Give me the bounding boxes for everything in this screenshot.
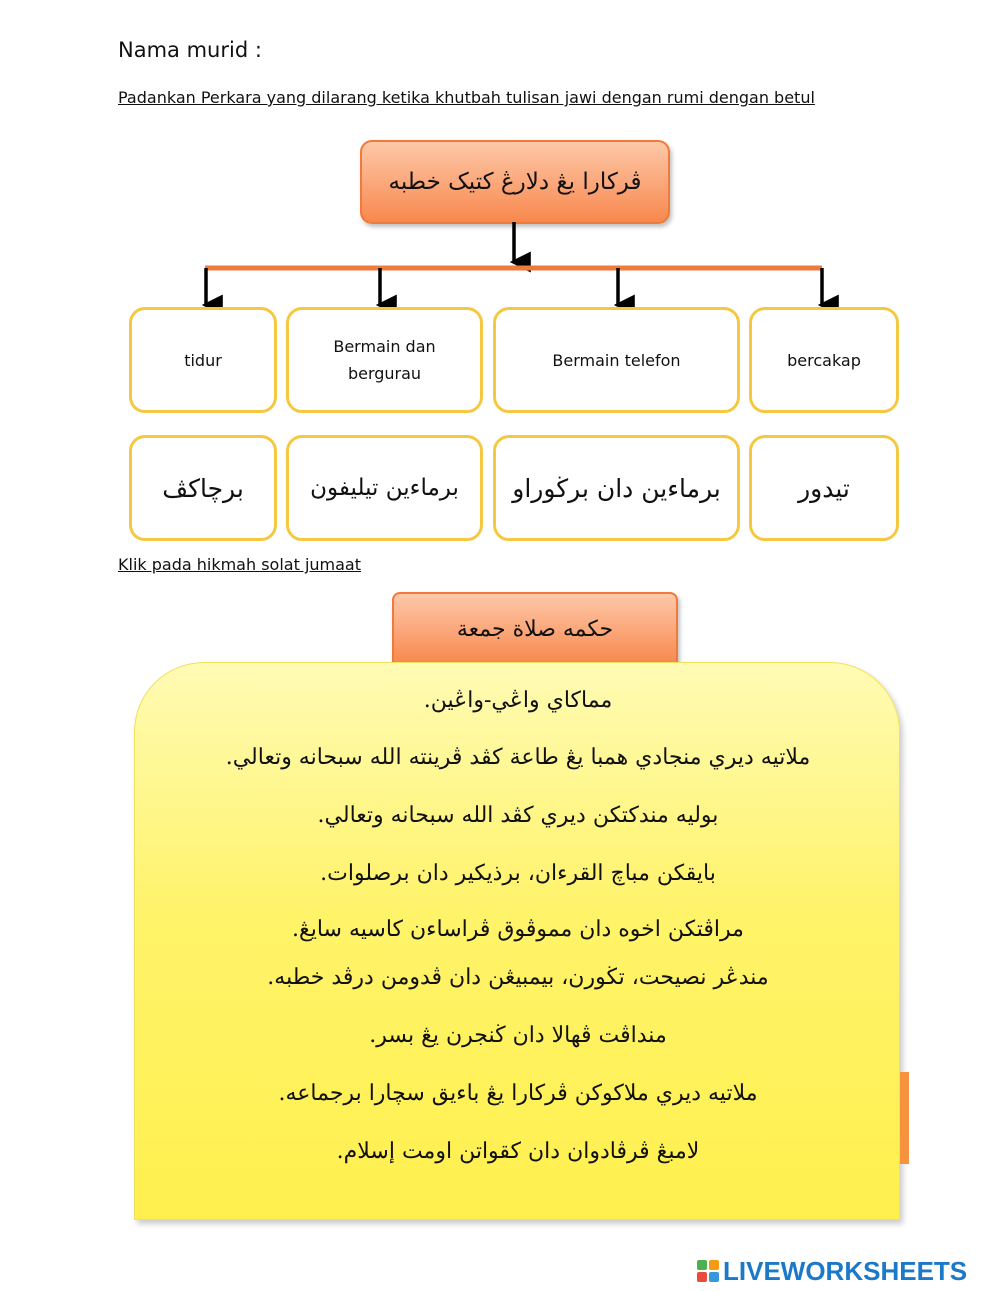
logo-text: LIVEWORKSHEETS (723, 1255, 968, 1286)
hikmah-title: حكمه صلاة جمعة (392, 592, 678, 664)
student-name-label: Nama murid : (118, 38, 262, 62)
matching-instruction: Padankan Perkara yang dilarang ketika khutbah tulisan jawi dengan rumi dengan betul (118, 88, 815, 107)
rumi-card-bermain-telefon[interactable]: Bermain telefon (493, 307, 740, 413)
rumi-card-tidur[interactable]: tidur (129, 307, 277, 413)
panel-side-tab (900, 1072, 909, 1164)
hikmah-option-6[interactable]: مندڠر نصيحت، تڬورن، بيمبيڠن دان ڤدومن درڤد خطبه. (267, 965, 769, 990)
jawi-card-1[interactable]: برچاكڤ (129, 435, 277, 541)
prohibited-things-title: ڤركارا يڠ دلارڠ كتيک خطبه (360, 140, 670, 224)
hikmah-option-3[interactable]: بوليه مندكتكن ديري كڤد الله سبحانه وتعالي. (317, 803, 719, 828)
hikmah-option-9[interactable]: لامبڠ ڤرڤادوان دان كقواتن اومت إسلام. (336, 1139, 700, 1164)
liveworksheets-logo-icon (697, 1260, 719, 1282)
hikmah-instruction: Klik pada hikmah solat jumaat (118, 555, 361, 574)
hikmah-option-5[interactable]: مراڤتكن اخوه دان مموڤوق ڤراساءن كاسيه سايڠ. (292, 917, 744, 942)
hikmah-option-2[interactable]: ملاتيه ديري منجادي همبا يڠ طاعة كڤد ڤرينته الله سبحانه وتعالي. (225, 745, 811, 770)
hikmah-option-4[interactable]: بايقكن مباچ القرءان، برذيكير دان برصلوات. (320, 861, 716, 886)
rumi-card-bercakap[interactable]: bercakap (749, 307, 899, 413)
liveworksheets-logo (697, 1256, 967, 1286)
hikmah-option-1[interactable]: مماكاي واڠي-واڠين. (423, 688, 613, 713)
jawi-card-2[interactable]: برماءين تيليفون (286, 435, 483, 541)
hikmah-option-8[interactable]: ملاتيه ديري ملاكوكن ڤركارا يڠ باءيق سچارا برجماعه. (278, 1081, 758, 1106)
hikmah-option-7[interactable]: منداڤت ڤهالا دان ڬنجرن يڠ بسر. (369, 1023, 667, 1048)
tree-connectors (0, 0, 1000, 320)
jawi-card-3[interactable]: برماءين دان برڬوراو (493, 435, 740, 541)
jawi-card-4[interactable]: تيدور (749, 435, 899, 541)
rumi-card-bermain-dan-bergurau[interactable]: Bermain dan bergurau (286, 307, 483, 413)
